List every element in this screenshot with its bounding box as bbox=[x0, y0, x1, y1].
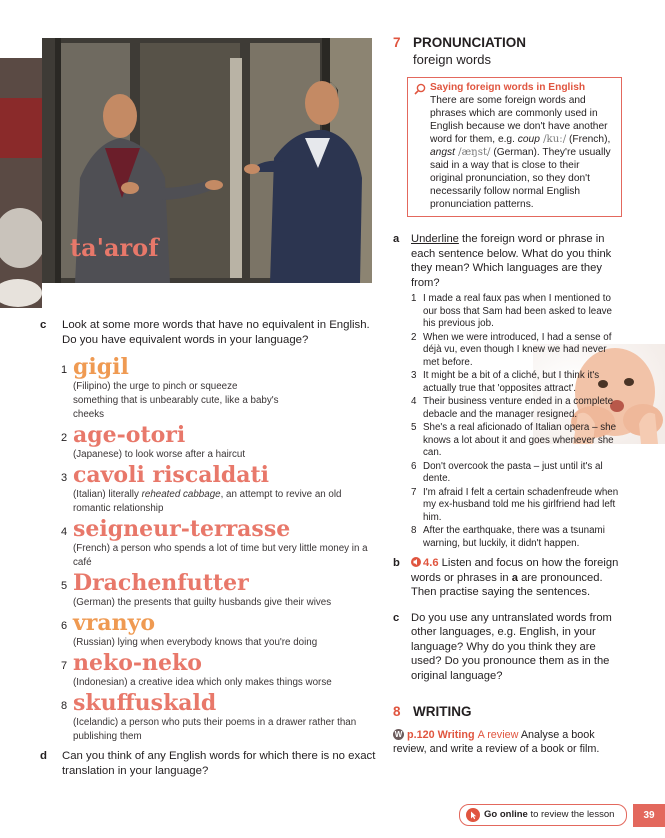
word-entry bbox=[40, 422, 380, 462]
word-title: skuffuskald bbox=[73, 690, 217, 716]
tip-ipa: /kuː/ bbox=[539, 134, 567, 145]
go-online-banner[interactable] bbox=[459, 804, 627, 826]
section-number: 7 bbox=[393, 35, 401, 50]
definition-text: (Italian) literally bbox=[73, 489, 142, 500]
tip-text: (German). They're usually said in a way that is close to their original pronunciation, so they don't necessarily follow normal English pronunciation patterns. bbox=[430, 147, 611, 210]
writing-link-sub: A review bbox=[477, 729, 519, 741]
word-title: neko-neko bbox=[73, 650, 202, 676]
word-number: 1 bbox=[61, 364, 68, 376]
cursor-icon bbox=[466, 808, 480, 822]
exercise-b bbox=[393, 556, 625, 600]
word-title: vranyo bbox=[73, 610, 156, 636]
right-column bbox=[393, 34, 625, 756]
sentence-number: 7 bbox=[411, 486, 417, 498]
sentence-text: I made a real faux pas when I mentioned to our boss that Sam had been asked to leave his previous job. bbox=[423, 293, 612, 329]
tip-example: angst bbox=[430, 147, 455, 158]
sentence-item bbox=[411, 396, 625, 421]
word-number: 2 bbox=[61, 432, 68, 444]
word-definition: (Indonesian) a creative idea which only makes things worse bbox=[73, 677, 332, 688]
word-number: 6 bbox=[61, 620, 68, 632]
photo-illustration bbox=[0, 38, 385, 308]
go-online-text bbox=[484, 805, 614, 825]
tip-box bbox=[407, 77, 622, 217]
sentence-text: She's a real aficionado of Italian opera – she knows a lot about it and goes whenever she can. bbox=[423, 422, 617, 458]
tip-body bbox=[430, 94, 615, 211]
photo-caption: ta'arof bbox=[70, 233, 159, 262]
sentence-item bbox=[411, 461, 625, 486]
word-number: 8 bbox=[61, 700, 68, 712]
sentence-item bbox=[411, 332, 625, 370]
sentence-number: 4 bbox=[411, 396, 417, 407]
word-definition: (German) the presents that guilty husbands give their wives bbox=[73, 597, 332, 608]
sentence-number: 1 bbox=[411, 293, 417, 304]
sentence-text: Don't overcook the pasta – just until it's al dente. bbox=[423, 460, 603, 484]
exercise-label: a bbox=[393, 233, 400, 245]
writing-badge-icon: W bbox=[394, 730, 403, 739]
word-title: seigneur-terrasse bbox=[73, 516, 291, 542]
word-title: Drachenfutter bbox=[73, 570, 249, 596]
question-text: Can you think of any English words for which there is no exact translation in your language? bbox=[62, 750, 376, 777]
word-entry bbox=[40, 610, 380, 650]
sentence-text: When we were introduced, I had a sense of déjà vu, even though I knew we had never met before. bbox=[423, 331, 612, 368]
definition-text: , an attempt to revive an old romantic relationship bbox=[73, 489, 342, 514]
audio-track[interactable] bbox=[411, 557, 439, 569]
left-column bbox=[40, 318, 380, 779]
word-definition: (Icelandic) a person who puts their poems in a drawer rather than publishing them bbox=[73, 717, 357, 742]
section-heading bbox=[393, 34, 625, 51]
sentence-number: 8 bbox=[411, 525, 417, 536]
sentence-item bbox=[411, 487, 625, 525]
word-entry bbox=[40, 650, 380, 690]
word-definition: (Japanese) to look worse after a haircut bbox=[73, 449, 246, 460]
word-number: 4 bbox=[61, 526, 68, 538]
sentence-item bbox=[411, 525, 625, 550]
sentence-number: 2 bbox=[411, 331, 417, 343]
writing-text: Analyse a book review, and write a review of a book or film. bbox=[393, 729, 600, 755]
word-number: 5 bbox=[61, 580, 68, 592]
writing-link-page: p.120 Writing bbox=[407, 729, 475, 741]
exercise-c bbox=[393, 611, 625, 684]
question-d bbox=[40, 749, 380, 779]
exercise-underline-word: Underline bbox=[411, 233, 459, 245]
section-heading bbox=[393, 703, 625, 720]
sentence-item bbox=[411, 293, 625, 331]
word-entry bbox=[40, 354, 380, 422]
section-title: PRONUNCIATION bbox=[413, 35, 526, 50]
exercise-text: are pronounced. Then practise saying the sentences. bbox=[411, 571, 603, 598]
sentence-number: 5 bbox=[411, 422, 417, 433]
word-entry bbox=[40, 570, 380, 610]
word-number: 7 bbox=[61, 660, 68, 672]
question-label: c bbox=[40, 319, 47, 331]
word-title: age-otori bbox=[73, 422, 186, 448]
sentence-text: After the earthquake, there was a tsunami warning, but luckily, it didn't happen. bbox=[423, 525, 605, 549]
word-definition bbox=[73, 488, 380, 516]
exercise-a bbox=[393, 232, 625, 290]
sentence-text: Their business venture ended in a complete debacle and the manager resigned. bbox=[423, 396, 614, 420]
go-online-rest: to review the lesson bbox=[527, 809, 615, 820]
word-entry bbox=[40, 690, 380, 744]
section-title: WRITING bbox=[413, 704, 472, 719]
writing-task bbox=[393, 728, 625, 756]
speaker-icon bbox=[411, 557, 423, 567]
tip-text: (French), bbox=[566, 134, 611, 145]
exercise-text: the foreign word or phrase in each sentence below. What do you think they mean? Which languages are they from? bbox=[411, 233, 612, 289]
exercise-ref: a bbox=[511, 571, 518, 584]
sentence-text: It might be a bit of a cliché, but I think it's actually true that 'opposites attract'. bbox=[423, 370, 600, 394]
question-text: Look at some more words that have no equivalent in English. Do you have equivalent words in your language? bbox=[62, 319, 370, 346]
section-number: 8 bbox=[393, 704, 401, 719]
exercise-label: b bbox=[393, 557, 400, 569]
word-title: cavoli riscaldati bbox=[73, 462, 269, 488]
exercise-label: c bbox=[393, 611, 400, 624]
sentence-item bbox=[411, 370, 625, 395]
audio-track-number: 4.6 bbox=[423, 557, 439, 569]
definition-emphasis: reheated cabbage bbox=[141, 489, 221, 500]
sentence-text: I'm afraid I felt a certain schadenfreude when my ex-husband told me his girlfriend had left him. bbox=[423, 486, 619, 523]
tip-example: coup bbox=[517, 134, 540, 145]
word-definition: (Filipino) the urge to pinch or squeeze something that is unbearably cute, like a baby's cheeks bbox=[73, 381, 279, 420]
writing-link[interactable] bbox=[407, 729, 518, 741]
sentence-number: 3 bbox=[411, 370, 417, 381]
exercise-text: Listen and focus on how the foreign words or phrases in bbox=[411, 557, 619, 584]
question-label: d bbox=[40, 750, 47, 762]
exercise-text: Do you use any untranslated words from other languages, e.g. English, in your language? Why do you think they are used? Do you pronounce them as in the original language? bbox=[411, 611, 612, 682]
word-entry bbox=[40, 462, 380, 516]
sentence-item bbox=[411, 422, 625, 460]
tip-ipa: /æŋst/ bbox=[454, 147, 491, 158]
word-number: 3 bbox=[61, 472, 68, 484]
section-subtitle: foreign words bbox=[413, 52, 492, 67]
lesson-photo bbox=[0, 38, 385, 308]
word-title: gigil bbox=[73, 354, 129, 380]
word-definition: (French) a person who spends a lot of time but very little money in a café bbox=[73, 543, 368, 568]
magnifier-icon bbox=[414, 83, 426, 95]
sentence-number: 6 bbox=[411, 460, 417, 472]
word-definition: (Russian) lying when everybody knows that you're doing bbox=[73, 637, 318, 648]
question-c bbox=[40, 318, 380, 348]
go-online-label: Go online bbox=[484, 809, 528, 820]
tip-title: Saying foreign words in English bbox=[430, 82, 586, 93]
sentence-list bbox=[411, 293, 625, 550]
tip-text: There are some foreign words and phrases which are commonly used in English because we don't have another word for them, e.g. bbox=[430, 95, 608, 145]
page-number: 39 bbox=[633, 804, 665, 827]
word-entry bbox=[40, 516, 380, 570]
